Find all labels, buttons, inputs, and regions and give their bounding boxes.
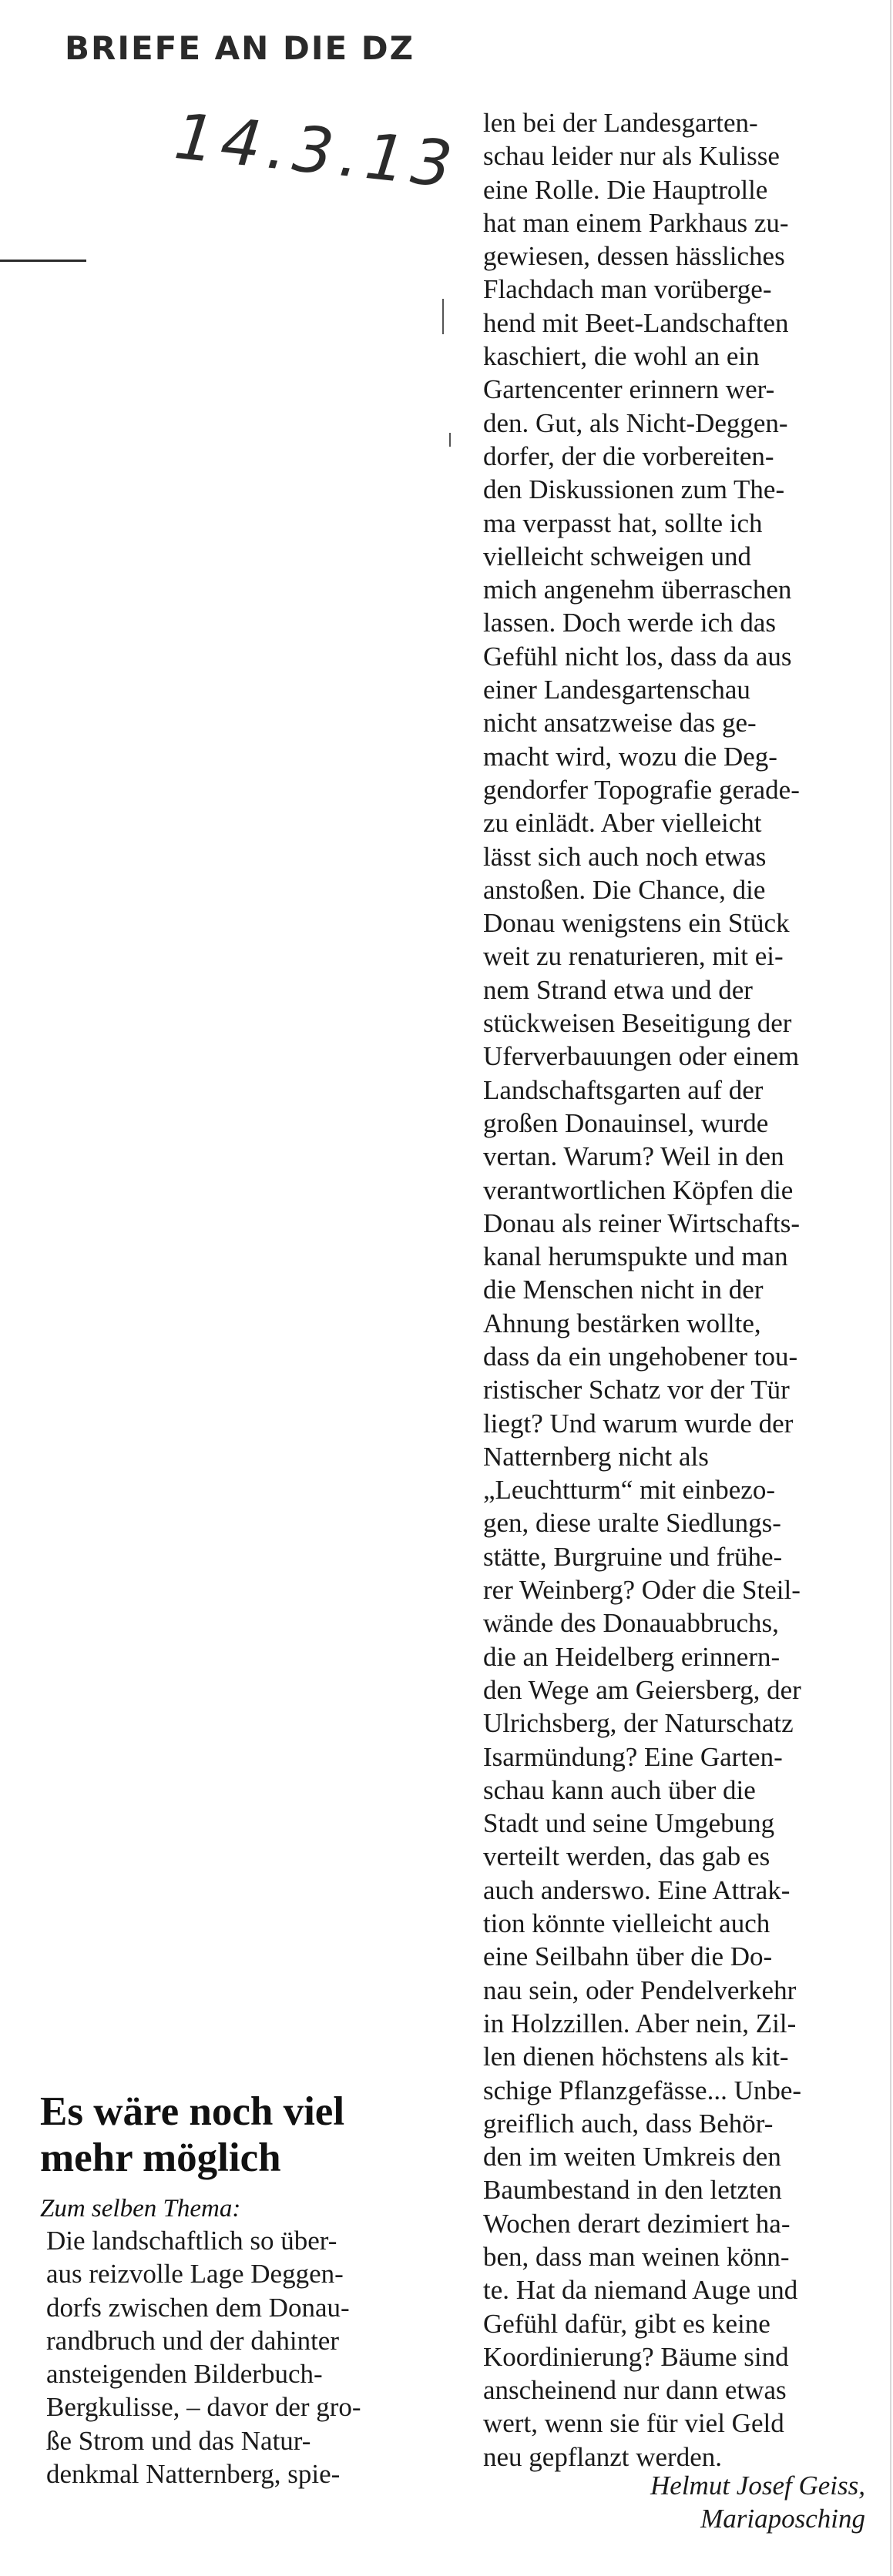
margin-tick-mark bbox=[442, 299, 444, 334]
margin-tick-mark bbox=[449, 433, 451, 447]
handwritten-date: 14.3.13 bbox=[171, 100, 462, 203]
article-headline: Es wäre noch viel mehr möglich bbox=[40, 2089, 345, 2180]
left-column-text: Die landschaftlich so über- aus reizvolle Lage Deggen- dorfs zwischen dem Donau- randbruch und der dahinter ansteigenden Bilderbuch- Bergkulisse, – davor der gro- ße Strom und das Natur- denkmal Natternberg, spie- bbox=[46, 2226, 361, 2490]
article-subhead: Zum selben Thema: bbox=[40, 2195, 241, 2223]
right-column-text: len bei der Landesgarten- schau leider nur als Kulisse eine Rolle. Die Hauptrolle hat man einem Parkhaus zu- gewiesen, dessen hässliches Flachdach man vorüberge- hend mit Beet-Landschaften kaschiert, die wohl an ein Gartencenter erinnern wer- den. Gut, als Nicht-Deggen- dorfer, der die vorbereiten- den Diskussionen zum The- ma verpasst hat, sollte ich vielleicht schweigen und mich angenehm überraschen lassen. Doch werde ich das Gefühl nicht los, dass da aus einer Landesgartenschau nicht ansatzweise das ge- macht wird, wozu die Deg- gendorfer Topografie gerade- zu einlädt. Aber vielleicht lässt sich auch noch etwas anstoßen. Die Chance, die Donau wenigstens ein Stück weit zu renaturieren, mit ei- nem Strand etwa und der stückweisen Beseitigung der Uferverbauungen oder einem Landschaftsgarten auf der großen Donauinsel, wurde vertan. Warum? Weil in den verantwortlichen Köpfen die Donau als reiner Wirtschafts- kanal herumspukte und man die Menschen nicht in der Ahnung bestärken wollte, dass da ein ungehobener tou- ristischer Schatz vor der Tür liegt? Und warum wurde der Natternberg nicht als „Leuchtturm“ mit einbezo- gen, diese uralte Siedlungs- stätte, Burgruine und frühe- rer Weinberg? Oder die Steil- wände des Donauabbruchs, die an Heidelberg erinnern- den Wege am Geiersberg, der Ulrichsberg, der Naturschatz Isarmündung? Eine Garten- schau kann auch über die Stadt und seine Umgebung verteilt werden, das gab es auch anderswo. Eine Attrak- tion könnte vielleicht auch eine Seilbahn über die Do- nau sein, oder Pendelverkehr in Holzzillen. Aber nein, Zil- len dienen höchstens als kit- schige Pflanzgefässe... Unbe- greiflich auch, dass Behör- den im weiten Umkreis den Baumbestand in den letzten Wochen derart dezimiert ha- ben, dass man weinen könn- te. Hat da niemand Auge und Gefühl dafür, gibt es keine Koordinierung? Bäume sind anscheinend nur dann etwas wert, wenn sie für viel Geld neu gepflanzt werden. bbox=[483, 108, 802, 2472]
page-edge-line bbox=[890, 0, 891, 2576]
author-signature: Helmut Josef Geiss, Mariaposching bbox=[650, 2470, 865, 2534]
margin-rule bbox=[0, 260, 86, 262]
section-label: BRIEFE AN DIE DZ bbox=[65, 29, 415, 67]
